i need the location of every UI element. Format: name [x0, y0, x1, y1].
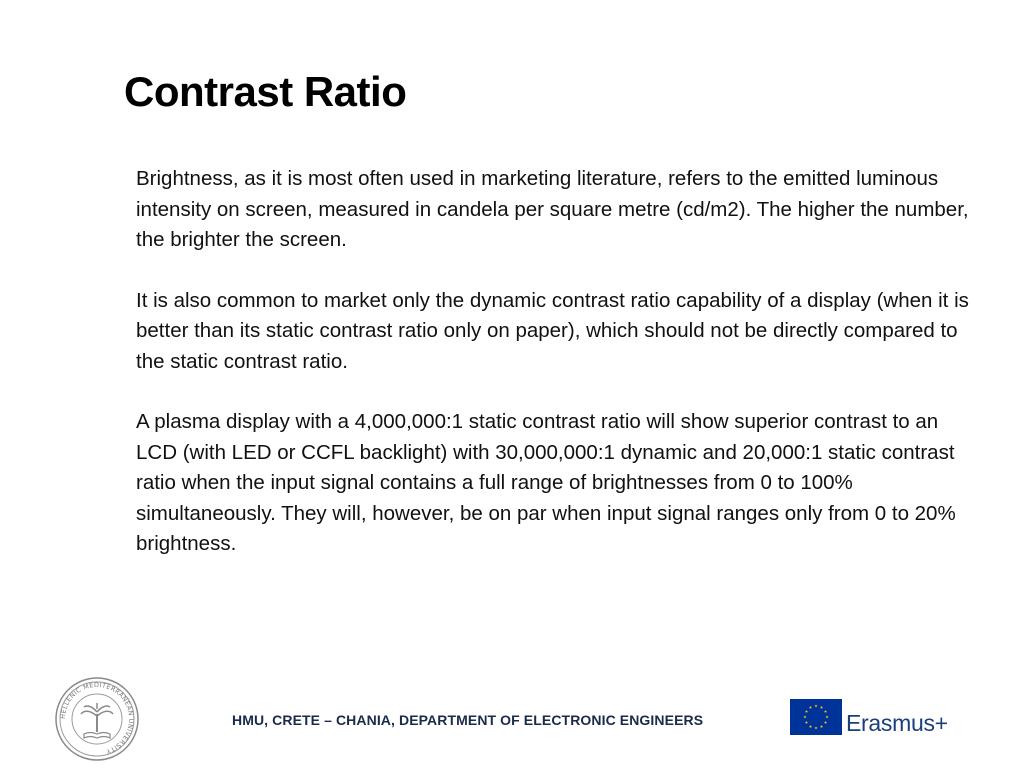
slide-title: Contrast Ratio	[124, 68, 407, 115]
body-paragraph-brightness: Brightness, as it is most often used in marketing literature, refers to the emitted luminous intensity on screen, measured in candela per square metre (cd/m2). The higher the number, the brighter the screen.	[136, 167, 969, 251]
eu-flag-icon	[790, 699, 842, 735]
body-paragraph-dynamic-contrast: It is also common to market only the dynamic contrast ratio capability of a display (when it is better than its static contrast ratio only on paper), which should not be directly compared to the static contrast ratio.	[136, 288, 969, 373]
erasmus-label: Erasmus+	[846, 710, 948, 736]
footer-institution-text: HMU, CRETE – CHANIA, DEPARTMENT OF ELECTRONIC ENGINEERS	[232, 712, 704, 728]
university-seal-icon	[54, 676, 140, 762]
body-paragraph-plasma-comparison: A plasma display with a 4,000,000:1 static contrast ratio will show superior contrast to an LCD (with LED or CCFL backlight) with 30,000,000:1 dynamic and 20,000:1 static contrast ratio when the input signal contains a full range of brightnesses from 0 to 100% simultaneously. They will, however, be on par when input signal ranges only from 0 to 20% brightness.	[136, 410, 956, 555]
slide-footer	[0, 672, 1024, 768]
slide-body	[136, 164, 976, 590]
seal-text: HELLENIC MEDITERRANEAN UNIVERSITY	[58, 680, 136, 756]
